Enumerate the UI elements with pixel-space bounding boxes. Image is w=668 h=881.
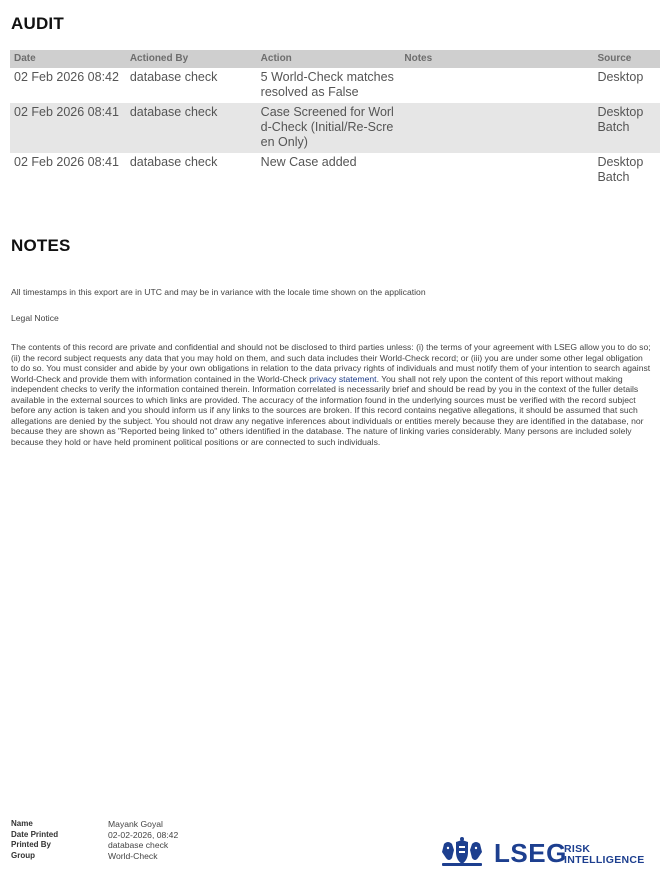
cell-source: Desktop Batch	[593, 153, 660, 188]
meta-value: World-Check	[108, 850, 158, 861]
meta-row-group	[11, 851, 178, 862]
legal-text-part-2: . You shall not rely upon the content of this report without making independent checks to verify the information contained therein. Information correlated is necessarily brief and should be read by you in the context of the fuller details available in the external sources to which links are provided. The accuracy of the information found in the underlying sources must be verified with the record subject before any action is taken and you should inform us if any links to the sources are broken. If this record contains negative allegations, it should be assumed that such allegations are denied by the subject. You should not draw any negative inferences about individuals or entities merely because they are identified in the database, nor because they are shown as "Reported being linked to" others identified in the database. The nature of linking varies considerably. Many persons are included solely because they hold or have held prominent political positions or are connected to such individuals.	[11, 373, 644, 447]
meta-label: Printed By	[11, 840, 52, 850]
print-metadata	[11, 819, 178, 861]
lseg-logo	[438, 836, 648, 872]
column-header-source: Source	[593, 50, 660, 68]
logo-brand-text: LSEG	[494, 838, 567, 868]
cell-actioned-by: database check	[126, 68, 257, 103]
meta-row-date-printed	[11, 830, 178, 841]
legal-text-part-1: The contents of this record are private and confidential and should not be disclosed to third parties unless: (i) the terms of your agreement with LSEG allow you to do so; (ii) the record subject requests any data that you may hold on them, and such data includes their World-Check record; or (iii) you are under some other legal obligation to do so. You must consider and abide by your own obligations in relation to the data privacy rights of individuals and must notify them of your intention to search against World-Check and provide them with information contained in the World-Check	[11, 342, 651, 384]
cell-source: Desktop	[593, 68, 660, 103]
cell-date: 02 Feb 2026 08:41	[10, 103, 126, 153]
audit-section-title: AUDIT	[11, 14, 64, 33]
cell-actioned-by: database check	[126, 103, 257, 153]
cell-notes	[400, 103, 593, 153]
audit-table	[10, 50, 660, 188]
column-header-actioned-by: Actioned By	[126, 50, 257, 68]
table-row	[10, 68, 660, 103]
cell-action: New Case added	[257, 153, 401, 188]
column-header-notes: Notes	[400, 50, 593, 68]
crest-icon	[438, 836, 486, 870]
meta-value: 02-02-2026, 08:42	[108, 829, 179, 840]
legal-notice-text	[11, 342, 651, 447]
logo-subtitle-line-1: RISK	[564, 843, 591, 855]
legal-notice-heading: Legal Notice	[11, 313, 59, 323]
cell-actioned-by: database check	[126, 153, 257, 188]
column-header-action: Action	[257, 50, 401, 68]
meta-row-printed-by	[11, 840, 178, 851]
cell-notes	[400, 68, 593, 103]
meta-value: database check	[108, 840, 169, 851]
meta-label: Group	[11, 850, 35, 860]
cell-date: 02 Feb 2026 08:41	[10, 153, 126, 188]
meta-row-name	[11, 819, 178, 830]
cell-action: Case Screened for World-Check (Initial/Re-Screen Only)	[257, 103, 401, 153]
meta-label: Name	[11, 819, 33, 828]
logo-subtitle	[564, 844, 645, 866]
table-row	[10, 103, 660, 153]
privacy-statement-link[interactable]: privacy statement	[309, 373, 377, 384]
cell-action: 5 World-Check matches resolved as False	[257, 68, 401, 103]
meta-label: Date Printed	[11, 829, 59, 839]
cell-date: 02 Feb 2026 08:42	[10, 68, 126, 103]
table-row	[10, 153, 660, 188]
utc-note: All timestamps in this export are in UTC and may be in variance with the locale time shown on the application	[11, 287, 426, 297]
column-header-date: Date	[10, 50, 126, 68]
audit-table-header	[10, 50, 660, 68]
logo-subtitle-line-2: INTELLIGENCE	[564, 854, 645, 866]
notes-section-title: NOTES	[11, 236, 71, 255]
cell-notes	[400, 153, 593, 188]
cell-source: Desktop Batch	[593, 103, 660, 153]
meta-value: Mayank Goyal	[108, 819, 163, 829]
